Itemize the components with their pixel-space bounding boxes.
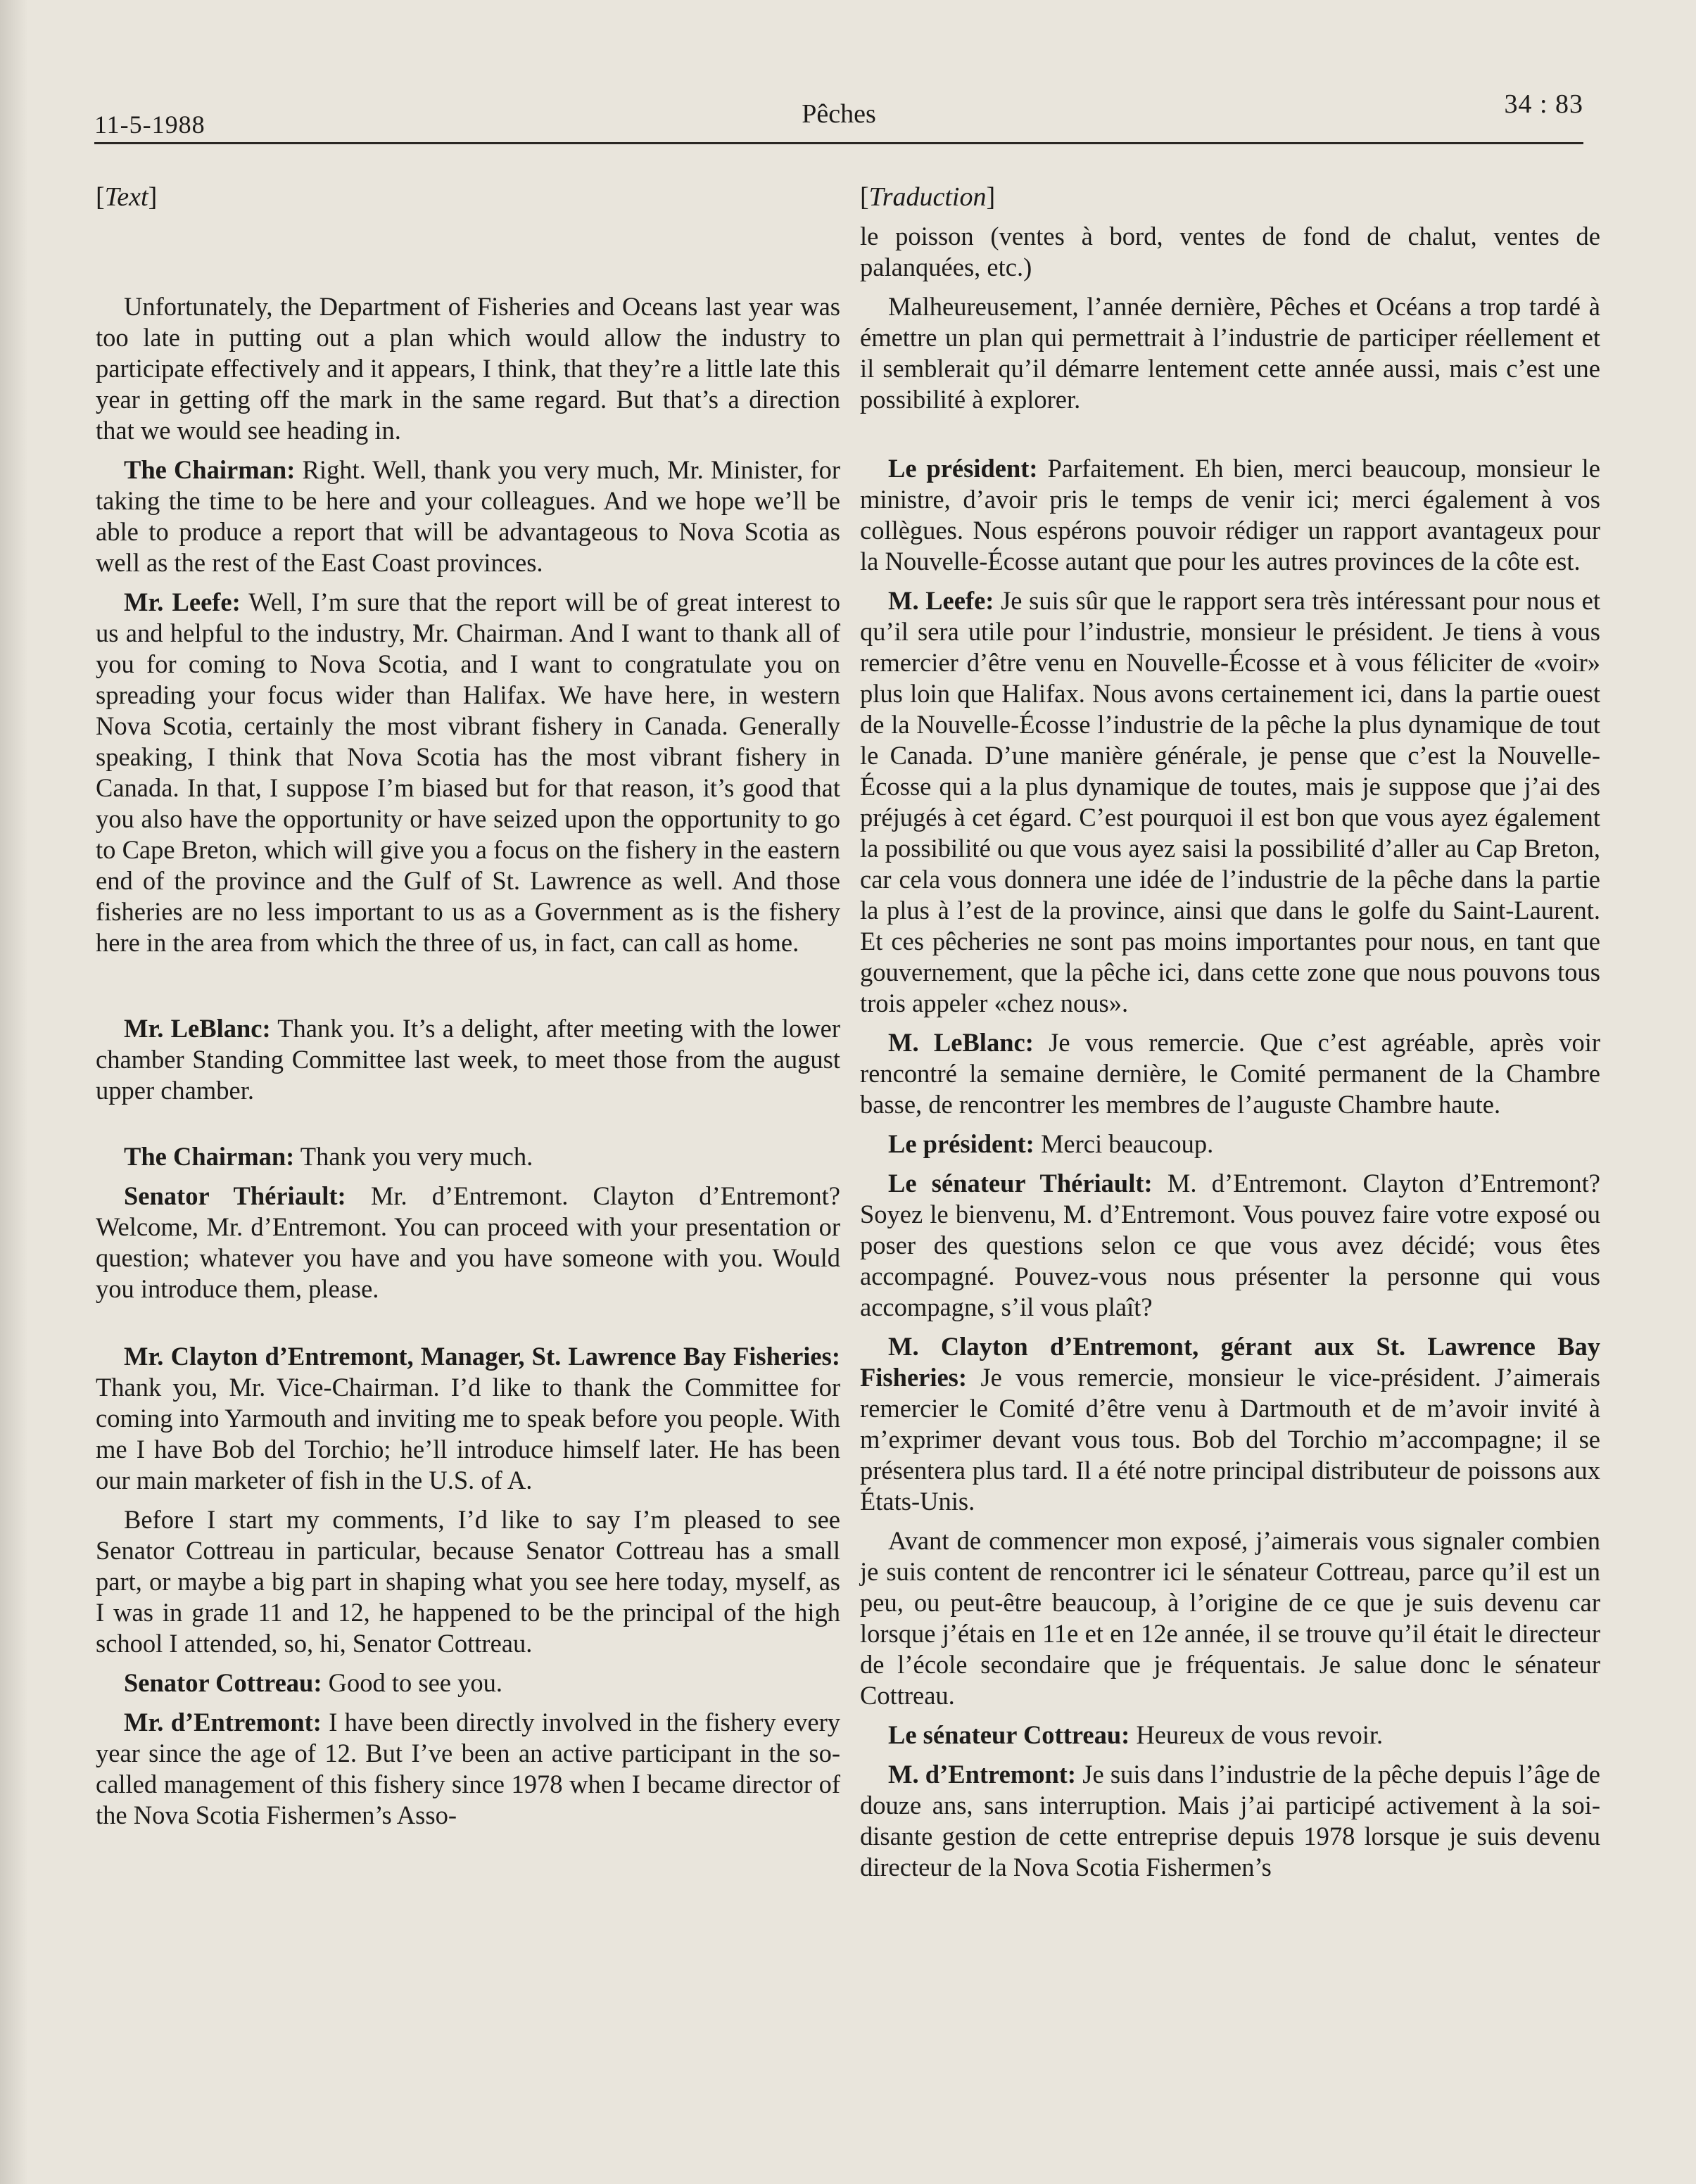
french-column xyxy=(860,182,1600,1891)
paragraph: Le président: Merci beaucoup. xyxy=(888,1129,1214,1158)
paragraph: The Chairman: Thank you very much. xyxy=(124,1142,533,1171)
speaker-name: The Chairman: xyxy=(124,455,296,484)
speaker-name: Le président: xyxy=(888,1129,1034,1158)
page-header xyxy=(94,86,1583,144)
speaker-name: M. d’Entremont: xyxy=(888,1760,1077,1789)
column-tag: [Traduction] xyxy=(860,182,996,212)
speaker-name: Mr. d’Entremont: xyxy=(124,1708,322,1737)
paragraph: Before I start my comments, I’d like to say I’m pleased to see Senator Cottreau in particular, because Senator Cottreau has a small part, or maybe a big part in shaping what you see here today, myself, as I was in grade 11 and 12, he happened to be the principal of the high school I attended, so, hi, Senator Cottreau. xyxy=(96,1505,840,1658)
paragraph: Le président: Parfaitement. Eh bien, merci beaucoup, monsieur le ministre, d’avoir pris le temps de venir ici; merci également à vos collègues. Nous espérons pouvoir rédiger un rapport avantageux pour la Nouvelle-Écosse autant que pour les autres provinces de la côte est. xyxy=(860,454,1601,576)
speaker-name: Senator Thériault: xyxy=(124,1181,346,1210)
speaker-name: Le président: xyxy=(888,454,1038,483)
speaker-name: M. Clayton d’Entremont, gérant aux St. Lawrence Bay Fisheries: xyxy=(860,1332,1600,1392)
paragraph: Le sénateur Cottreau: Heureux de vous revoir. xyxy=(888,1720,1384,1749)
paragraph: Senator Cottreau: Good to see you. xyxy=(124,1668,502,1697)
paragraph: M. Clayton d’Entremont, gérant aux St. Lawrence Bay Fisheries: Je vous remercie, monsieur le vice-président. J’aimerais remercier le Comité d’être venu à Dartmouth et de m’avoir invité à m’exprimer devant vous tous. Bob del Torchio m’accompagne; il se présentera plus tard. Il a été notre principal distributeur de poissons aux États-Unis. xyxy=(860,1332,1600,1516)
paragraph: Mr. Clayton d’Entremont, Manager, St. Lawrence Bay Fisheries: Thank you, Mr. Vice-Chairman. I’d like to thank the Committee for coming into Yarmouth and inviting me to speak before you people. With me I have Bob del Torchio; he’ll introduce himself later. He has been our main marketer of fish in the U.S. of A. xyxy=(96,1342,840,1494)
paragraph: Senator Thériault: Mr. d’Entremont. Clayton d’Entremont? Welcome, Mr. d’Entremont. You can proceed with your presentation or question; whatever you have and you have someone with you. Would you introduce them, please. xyxy=(96,1181,840,1303)
paragraph: Mr. Leefe: Well, I’m sure that the report will be of great interest to us and helpful to the industry, Mr. Chairman. And I want to thank all of you for coming to Nova Scotia, and I want to congratulate you on spreading your focus wider than Halifax. We have here, in western Nova Scotia, certainly the most vibrant fishery in Canada. Generally speaking, I think that Nova Scotia has the most vibrant fishery in Canada. In that, I suppose I’m biased but for that reason, it’s good that you also have the opportunity or have seized upon the opportunity to go to Cape Breton, which will give you a focus on the fishery in the eastern end of the province and the Gulf of St. Lawrence as well. And those fisheries are no less important to us as a Government as is the fishery here in the area from which the three of us, in fact, can call as home. xyxy=(96,588,840,957)
header-page-number: 34 : 83 xyxy=(1504,89,1583,119)
paragraph: M. LeBlanc: Je vous remercie. Que c’est agréable, après voir rencontré la semaine dernière, le Comité permanent de la Chambre basse, de rencontrer les membres de l’auguste Chambre haute. xyxy=(860,1028,1600,1119)
speaker-name: Le sénateur Cottreau: xyxy=(888,1720,1130,1749)
column-tag: [Text] xyxy=(96,182,158,212)
speaker-name: M. LeBlanc: xyxy=(888,1028,1034,1057)
speaker-name: Mr. LeBlanc: xyxy=(124,1014,271,1043)
speaker-name: Mr. Leefe: xyxy=(124,588,241,616)
paragraph: The Chairman: Right. Well, thank you very much, Mr. Minister, for taking the time to be here and your colleagues. And we hope we’ll be able to produce a report that will be advantageous to Nova Scotia as well as the rest of the East Coast provinces. xyxy=(96,455,840,577)
paragraph: Mr. LeBlanc: Thank you. It’s a delight, after meeting with the lower chamber Standing Committee last week, to meet those from the august upper chamber. xyxy=(96,1014,840,1105)
speaker-name: Mr. Clayton d’Entremont, Manager, St. Lawrence Bay Fisheries: xyxy=(124,1342,840,1371)
english-column xyxy=(96,182,840,1839)
speaker-name: The Chairman: xyxy=(124,1142,295,1171)
paragraph: Mr. d’Entremont: I have been directly involved in the fishery every year since the age of 12. But I’ve been an active participant in the so-called management of this fishery since 1978 when I became director of the Nova Scotia Fishermen’s Asso- xyxy=(96,1708,841,1829)
header-date: 11-5-1988 xyxy=(94,110,205,139)
paragraph: Unfortunately, the Department of Fisheries and Oceans last year was too late in putting out a plan which would allow the industry to participate effectively and it appears, I think, that they’re a little late this year in getting off the mark in the same regard. But that’s a direction that we would see heading in. xyxy=(96,292,840,445)
speaker-name: M. Leefe: xyxy=(888,586,994,615)
paragraph: Avant de commencer mon exposé, j’aimerais vous signaler combien je suis content de rencontrer ici le sénateur Cottreau, parce qu’il est un peu, ou peut-être beaucoup, à l’origine de ce que je suis devenu car lorsque j’étais en 11e et en 12e année, il se trouve qu’il était le directeur de l’école secondaire que je fréquentais. Je salue donc le sénateur Cottreau. xyxy=(860,1526,1600,1710)
paragraph: Malheureusement, l’année dernière, Pêches et Océans a trop tardé à émettre un plan qui permettrait à l’industrie de participer réellement et il semblerait qu’il démarre lentement cette année aussi, mais c’est une possibilité à explorer. xyxy=(860,292,1600,414)
paragraph: M. d’Entremont: Je suis dans l’industrie de la pêche depuis l’âge de douze ans, sans interruption. Mais j’ai participé activement à la soi-disante gestion de cette entreprise depuis 1978 lorsque je suis devenu directeur de la Nova Scotia Fishermen’s xyxy=(860,1760,1600,1881)
header-title: Pêches xyxy=(802,99,876,129)
speaker-name: Senator Cottreau: xyxy=(124,1668,322,1697)
speaker-name: Le sénateur Thériault: xyxy=(888,1169,1153,1198)
paragraph: Le sénateur Thériault: M. d’Entremont. Clayton d’Entremont? Soyez le bienvenu, M. d’Entremont. Vous pouvez faire votre exposé ou poser des questions selon ce que vous avez décidé; vous êtes accompagné. Pouvez-vous nous présenter la personne qui vous accompagne, s’il vous plaît? xyxy=(860,1169,1600,1321)
paragraph: M. Leefe: Je suis sûr que le rapport sera très intéressant pour nous et qu’il sera utile pour l’industrie, monsieur le président. Je tiens à vous remercier d’être venu en Nouvelle-Écosse et à vous féliciter de «voir» plus loin que Halifax. Nous avons certainement ici, dans la partie ouest de la Nouvelle-Écosse l’industrie de la pêche la plus dynamique de tout le Canada. D’une manière générale, je pense que c’est la Nouvelle-Écosse qui a la plus dynamique de toutes, mais je suppose que j’ai des préjugés à cet égard. C’est pourquoi il est bon que vous ayez également la possibilité ou que vous ayez saisi la possibilité d’aller au Cap Breton, car cela vous donnera une idée de l’industrie de la pêche dans la partie la plus à l’est de la province, ainsi que dans le golfe du Saint-Laurent. Et ces pêcheries ne sont pas moins importantes pour nous, en tant que gouvernement, que la pêche ici, dans cette zone que nous pouvons tous trois appeler «chez nous». xyxy=(860,586,1600,1017)
paragraph: le poisson (ventes à bord, ventes de fond de chalut, ventes de palanquées, etc.) xyxy=(860,222,1600,281)
page-edge-shadow xyxy=(0,0,28,2184)
